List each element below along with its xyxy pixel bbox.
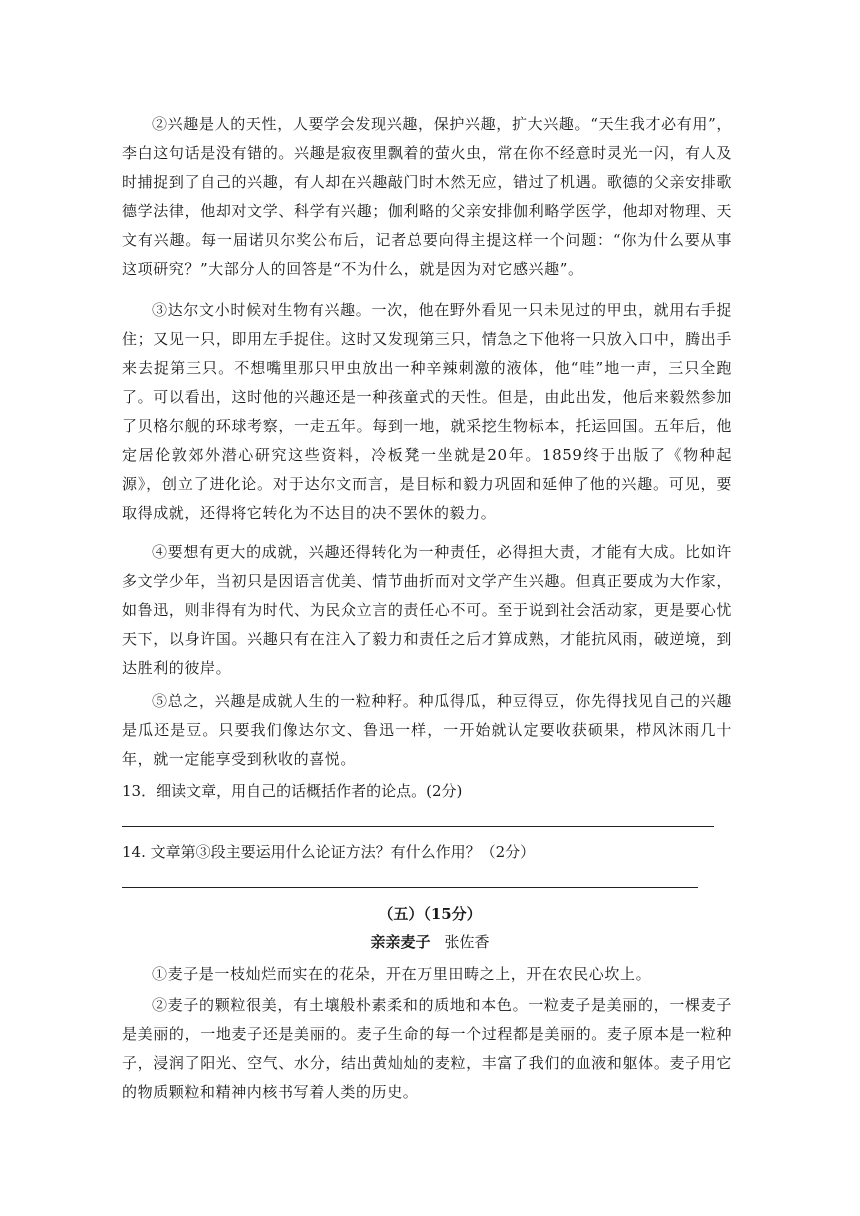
paragraph-5: ⑤总之，兴趣是成就人生的一粒种籽。种瓜得瓜，种豆得豆，你先得找见自己的兴趣是瓜还是豆。只要我们像达尔文、鲁迅一样，一开始就认定要收获硕果，栉风沐雨几十年，就一定能享受到秋收的喜悦。 [122, 692, 732, 768]
question-13: 13．细读文章，用自己的话概括作者的论点。(2分) [122, 782, 463, 800]
essay-paragraph-2: ②麦子的颗粒很美，有土壤般朴素柔和的质地和本色。一粒麦子是美丽的，一棵麦子是美丽的，一地麦子还是美丽的。麦子生命的每一个过程都是美丽的。麦子原本是一粒种子，浸润了阳光、空气、水分，结出黄灿灿的麦粒，丰富了我们的血液和躯体。麦子用它的物质颗粒和精神内核书写着人类的历史。 [122, 996, 732, 1101]
answer-line-14[interactable] [122, 887, 698, 888]
essay-title: 亲亲麦子 [370, 933, 431, 951]
essay-paragraph-1: ①麦子是一枝灿烂而实在的花朵，开在万里田畴之上，开在农民心坎上。 [152, 965, 652, 983]
answer-line-13[interactable] [122, 826, 714, 827]
essay-author: 张佐香 [444, 933, 490, 951]
paragraph-2: ②兴趣是人的天性，人要学会发现兴趣，保护兴趣，扩大兴趣。“天生我才必有用”，李白这句话是没有错的。兴趣是寂夜里飘着的萤火虫，常在你不经意时灵光一闪，有人及时捕捉到了自己的兴趣，有人却在兴趣敲门时木然无应，错过了机遇。歌德的父亲安排歌德学法律，他却对文学、科学有兴趣；伽利略的父亲安排伽利略学医学，他却对物理、天文有兴趣。每一届诺贝尔奖公布后，记者总要向得主提这样一个问题：“你为什么要从事这项研究？”大部分人的回答是“不为什么，就是因为对它感兴趣”。 [122, 115, 732, 278]
paragraph-4: ④要想有更大的成就，兴趣还得转化为一种责任，必得担大责，才能有大成。比如许多文学少年，当初只是因语言优美、情节曲折而对文学产生兴趣。但真正要成为大作家，如鲁迅，则非得有为时代、为民众立言的责任心不可。至于说到社会活动家，更是要心忧天下，以身许国。兴趣只有在注入了毅力和责任之后才算成熟，才能抗风雨，破逆境，到达胜利的彼岸。 [122, 543, 732, 677]
section-header: （五）（15分） [378, 905, 482, 923]
question-14: 14. 文章第③段主要运用什么论证方法？有什么作用？（2分） [122, 843, 536, 861]
paragraph-3: ③达尔文小时候对生物有兴趣。一次，他在野外看见一只未见过的甲虫，就用右手捉住；又见一只，即用左手捉住。这时又发现第三只，情急之下他将一只放入口中，腾出手来去捉第三只。不想嘴里那只甲虫放出一种辛辣刺激的液体，他“哇”地一声，三只全跑了。可以看出，这时他的兴趣还是一种孩童式的天性。但是，由此出发，他后来毅然参加了贝格尔舰的环球考察，一走五年。每到一地，就采挖生物标本，托运回国。五年后，他定居伦敦郊外潜心研究这些资料，冷板凳一坐就是20年。1859终于出版了《物种起源》，创立了进化论。对于达尔文而言，是目标和毅力巩固和延伸了他的兴趣。可见，要取得成就，还得将它转化为不达目的决不罢休的毅力。 [122, 301, 732, 522]
essay-title-row [0, 929, 860, 955]
